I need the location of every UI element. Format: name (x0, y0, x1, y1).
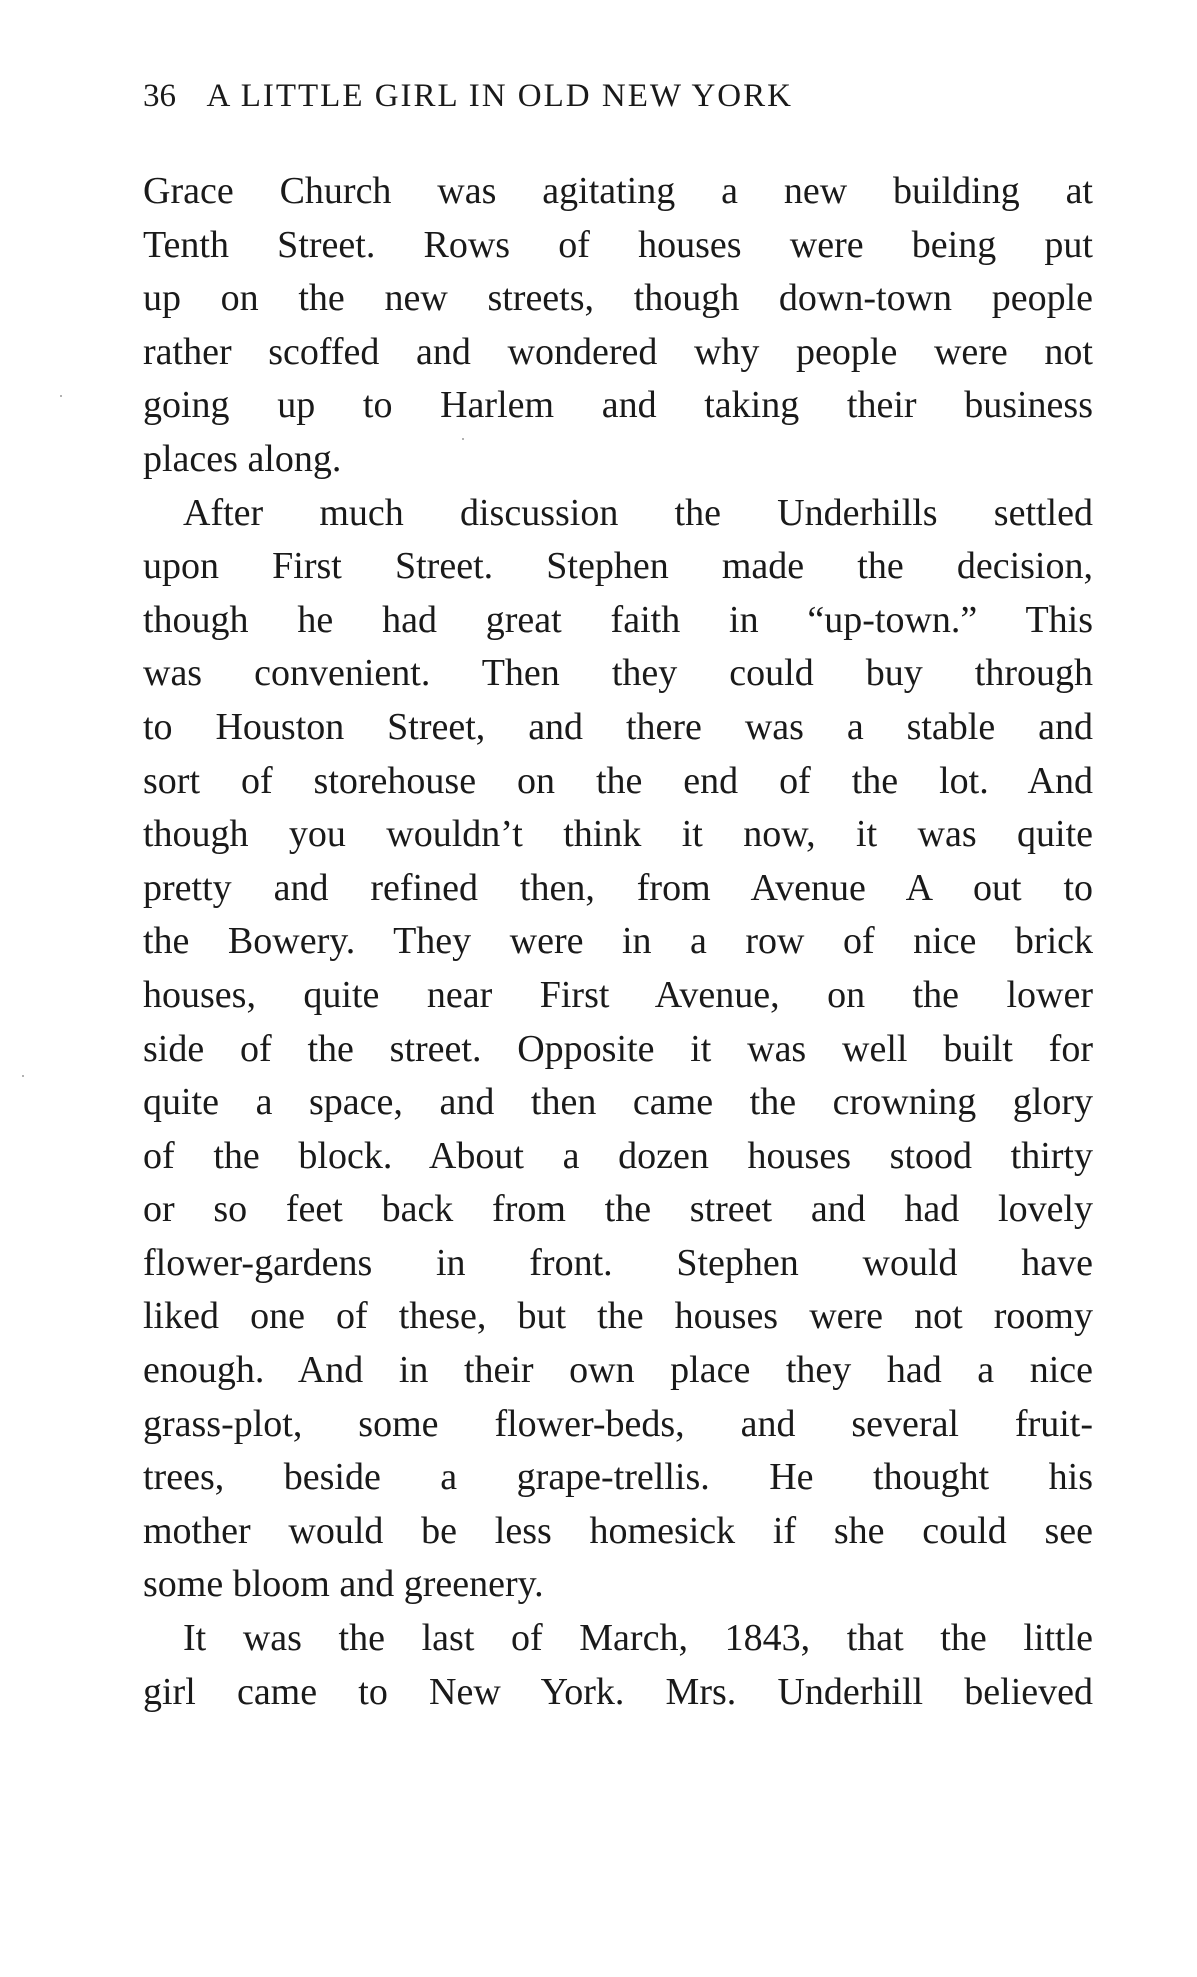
body-text (143, 165, 1093, 1719)
text-line: the Bowery. They were in a row of nice brick (143, 920, 1093, 963)
text-line: some bloom and greenery. (143, 1563, 544, 1606)
text-line: was convenient. Then they could buy through (143, 652, 1093, 695)
text-line: rather scoffed and wondered why people were not (143, 330, 1093, 373)
text-line: side of the street. Opposite it was well built for (143, 1027, 1093, 1070)
text-line: Grace Church was agitating a new building at (143, 170, 1093, 212)
text-line: or so feet back from the street and had lovely (143, 1188, 1093, 1231)
page-number: 36 (143, 78, 176, 114)
text-line: girl came to New York. Mrs. Underhill believed (143, 1670, 1093, 1713)
running-head (143, 78, 1023, 128)
text-line: mother would be less homesick if she could see (143, 1509, 1093, 1552)
text-line: of the block. About a dozen houses stood thirty (143, 1134, 1093, 1177)
text-line: up on the new streets, though down-town people (143, 277, 1093, 320)
text-line: It was the last of March, 1843, that the little (183, 1617, 1093, 1660)
paper-speck (60, 395, 62, 397)
text-line: places along. (143, 437, 342, 480)
text-line: liked one of these, but the houses were not roomy (143, 1295, 1093, 1338)
text-line: After much discussion the Underhills settled (183, 491, 1093, 534)
paper-speck (462, 438, 464, 440)
text-line: though he had great faith in “up-town.” This (143, 598, 1093, 641)
text-line: trees, beside a grape-trellis. He thought his (143, 1456, 1093, 1499)
paper-speck (22, 1075, 24, 1077)
text-line: to Houston Street, and there was a stable and (143, 705, 1093, 748)
text-line: houses, quite near First Avenue, on the lower (143, 973, 1093, 1016)
text-line: grass-plot, some flower-beds, and several fruit- (143, 1402, 1093, 1445)
text-line: Tenth Street. Rows of houses were being put (143, 223, 1093, 266)
text-line: though you wouldn’t think it now, it was quite (143, 813, 1093, 856)
text-line: going up to Harlem and taking their business (143, 384, 1093, 427)
text-line: flower-gardens in front. Stephen would have (143, 1241, 1093, 1284)
text-line: sort of storehouse on the end of the lot. And (143, 759, 1093, 802)
running-title: A LITTLE GIRL IN OLD NEW YORK (206, 78, 793, 114)
text-line: enough. And in their own place they had a nice (143, 1349, 1093, 1392)
text-line: upon First Street. Stephen made the decision, (143, 545, 1093, 588)
text-line: pretty and refined then, from Avenue A out to (143, 866, 1093, 909)
text-line: quite a space, and then came the crowning glory (143, 1081, 1093, 1124)
